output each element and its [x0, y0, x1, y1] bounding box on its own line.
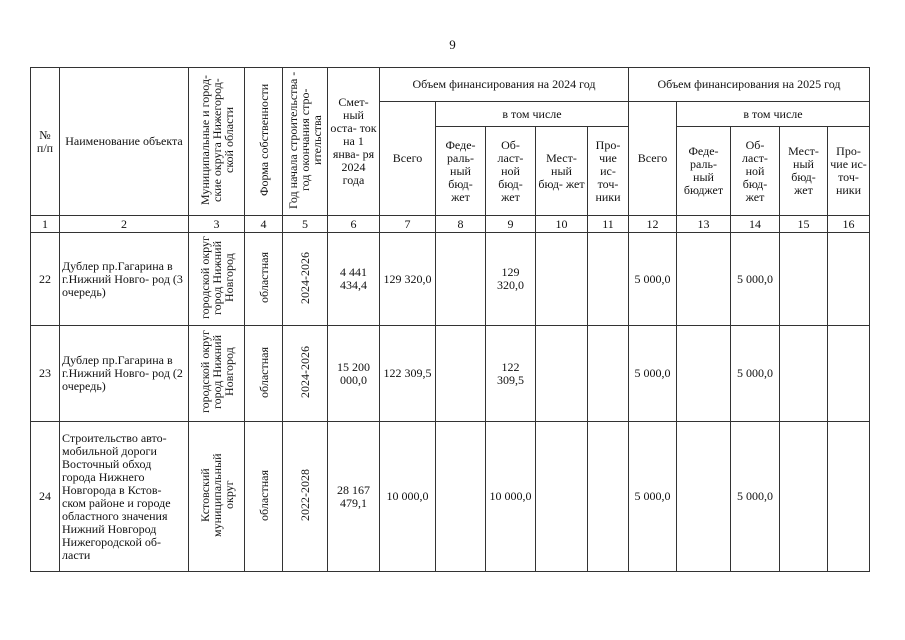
- row-total-2025: 5 000,0: [629, 326, 677, 422]
- row-years-text: 2024-2026: [298, 251, 312, 304]
- column-number: 7: [380, 216, 436, 233]
- row-other-2024: [588, 422, 629, 572]
- column-number-row: [31, 216, 870, 233]
- row-other-2025: [828, 422, 870, 572]
- column-number: 6: [328, 216, 380, 233]
- header-municipality: [189, 68, 245, 216]
- column-number: 16: [828, 216, 870, 233]
- row-years: [283, 326, 328, 422]
- row-regional-2025: 5 000,0: [731, 233, 780, 326]
- financing-table: [30, 67, 870, 572]
- row-remainder: 4 441 434,4: [328, 233, 380, 326]
- header-name: Наименование объекта: [60, 68, 189, 216]
- header-including-2024: в том числе: [436, 102, 629, 127]
- row-regional-2024: 129 320,0: [486, 233, 536, 326]
- row-federal-2025: [677, 233, 731, 326]
- row-local-2024: [536, 422, 588, 572]
- row-years-text: 2024-2026: [298, 346, 312, 398]
- row-name: Дублер пр.Гагарина в г.Нижний Новго- род (3 очередь): [60, 233, 189, 326]
- column-number: 14: [731, 216, 780, 233]
- row-municipality: [189, 422, 245, 572]
- table-row: [31, 326, 870, 422]
- row-local-2025: [780, 233, 828, 326]
- row-federal-2025: [677, 422, 731, 572]
- row-remainder: 28 167 479,1: [328, 422, 380, 572]
- row-municipality: [189, 233, 245, 326]
- header-federal-2025: Феде- раль- ный бюджет: [677, 127, 731, 216]
- row-municipality-text: городской округ город Нижний Новгород: [197, 330, 236, 414]
- header-years: [283, 68, 328, 216]
- row-ownership: [245, 422, 283, 572]
- row-local-2024: [536, 326, 588, 422]
- row-name: Дублер пр.Гагарина в г.Нижний Новго- род (2 очередь): [60, 326, 189, 422]
- header-regional-2024: Об- ласт- ной бюд- жет: [486, 127, 536, 216]
- row-ownership: [245, 233, 283, 326]
- header-fin-2025: Объем финансирования на 2025 год: [629, 68, 870, 102]
- row-local-2025: [780, 422, 828, 572]
- header-municipality-text: Муниципальные и город- ские округа Нижегород- ской области: [197, 75, 236, 205]
- header-local-2025: Мест- ный бюд- жет: [780, 127, 828, 216]
- row-federal-2025: [677, 326, 731, 422]
- row-municipality: [189, 326, 245, 422]
- row-remainder: 15 200 000,0: [328, 326, 380, 422]
- header-regional-2025: Об- ласт- ной бюд- жет: [731, 127, 780, 216]
- row-total-2025: 5 000,0: [629, 233, 677, 326]
- row-ownership-text: областная: [256, 346, 271, 398]
- column-number: 5: [283, 216, 328, 233]
- column-number: 3: [189, 216, 245, 233]
- header-remainder: Смет- ный оста- ток на 1 янва- ря 2024 года: [328, 68, 380, 216]
- column-number: 13: [677, 216, 731, 233]
- row-ownership-text: областная: [256, 469, 271, 521]
- row-years: [283, 422, 328, 572]
- row-years: [283, 233, 328, 326]
- row-federal-2024: [436, 326, 486, 422]
- row-municipality-text: городской округ город Нижний Новгород: [197, 236, 236, 319]
- row-local-2025: [780, 326, 828, 422]
- row-municipality-text: Кстовский муниципальный округ: [197, 453, 236, 537]
- header-num: № п/п: [31, 68, 60, 216]
- row-name: Строительство авто- мобильной дороги Восточный обход города Нижнего Новгорода в Кстов- ском районе и городе областного значения Нижний Новгород Нижегородской об- ласти: [60, 422, 189, 572]
- header-federal-2024: Феде- раль- ный бюд- жет: [436, 127, 486, 216]
- column-number: 1: [31, 216, 60, 233]
- header-total-2025: Всего: [629, 102, 677, 216]
- row-regional-2024: 122 309,5: [486, 326, 536, 422]
- row-local-2024: [536, 233, 588, 326]
- column-number: 10: [536, 216, 588, 233]
- header-years-text: Год начала строительства - год окончания стро- ительства: [286, 71, 324, 209]
- column-number: 2: [60, 216, 189, 233]
- row-total-2024: 122 309,5: [380, 326, 436, 422]
- row-federal-2024: [436, 233, 486, 326]
- row-regional-2025: 5 000,0: [731, 422, 780, 572]
- header-including-2025: в том числе: [677, 102, 870, 127]
- header-other-2024: Про- чие ис- точ- ники: [588, 127, 629, 216]
- header-fin-2024: Объем финансирования на 2024 год: [380, 68, 629, 102]
- header-other-2025: Про- чие ис- точ- ники: [828, 127, 870, 216]
- row-num: 22: [31, 233, 60, 326]
- row-num: 23: [31, 326, 60, 422]
- row-years-text: 2022-2028: [298, 469, 312, 521]
- row-federal-2024: [436, 422, 486, 572]
- column-number: 12: [629, 216, 677, 233]
- row-total-2024: 10 000,0: [380, 422, 436, 572]
- header-ownership-text: Форма собственности: [256, 83, 271, 197]
- row-other-2025: [828, 326, 870, 422]
- row-total-2024: 129 320,0: [380, 233, 436, 326]
- column-number: 9: [486, 216, 536, 233]
- table-row: [31, 233, 870, 326]
- row-num: 24: [31, 422, 60, 572]
- header-total-2024: Всего: [380, 102, 436, 216]
- column-number: 11: [588, 216, 629, 233]
- row-ownership: [245, 326, 283, 422]
- page-number: 9: [449, 37, 456, 52]
- row-total-2025: 5 000,0: [629, 422, 677, 572]
- row-ownership-text: областная: [256, 252, 271, 303]
- column-number: 15: [780, 216, 828, 233]
- row-regional-2025: 5 000,0: [731, 326, 780, 422]
- row-other-2024: [588, 326, 629, 422]
- header-ownership: [245, 68, 283, 216]
- column-number: 4: [245, 216, 283, 233]
- header-local-2024: Мест- ный бюд- жет: [536, 127, 588, 216]
- table-row: [31, 422, 870, 572]
- row-regional-2024: 10 000,0: [486, 422, 536, 572]
- row-other-2024: [588, 233, 629, 326]
- column-number: 8: [436, 216, 486, 233]
- row-other-2025: [828, 233, 870, 326]
